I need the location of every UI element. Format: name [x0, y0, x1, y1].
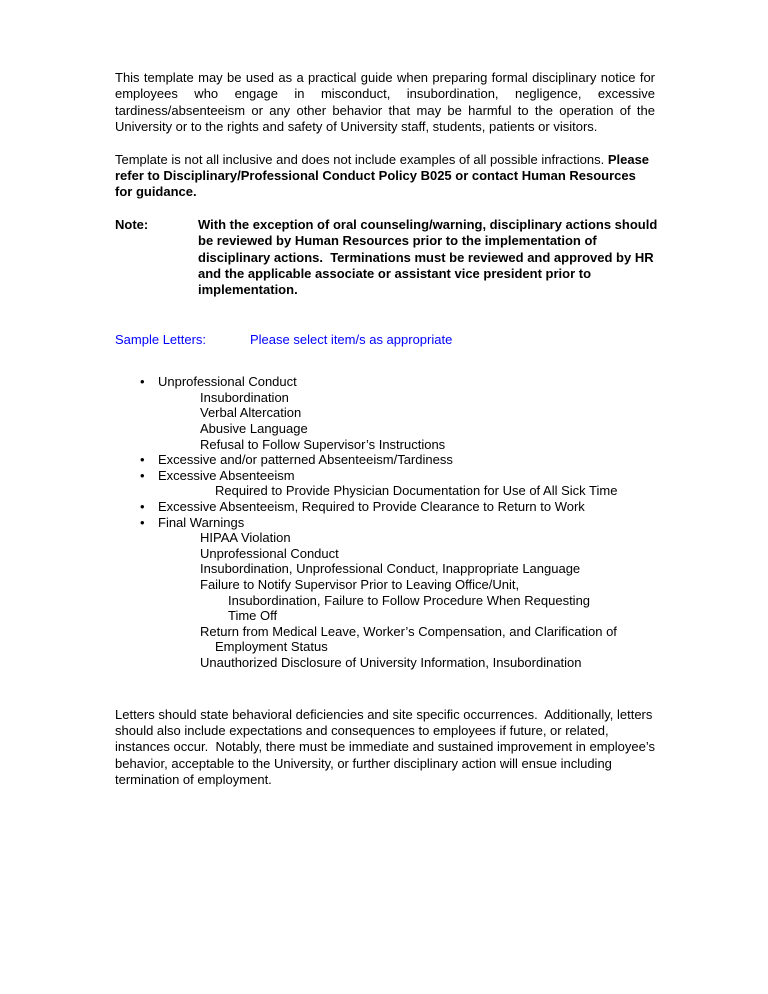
list-item-text: Final Warnings [158, 514, 245, 530]
bullet-icon: • [140, 452, 145, 468]
list-item-text: Unauthorized Disclosure of University Information, Insubordination [200, 654, 582, 670]
list-sub-item [115, 546, 655, 562]
list-item-text: Required to Provide Physician Documentation for Use of All Sick Time [215, 483, 618, 499]
bullet-list-item [115, 452, 655, 468]
bullet-icon: • [140, 499, 145, 515]
list-item-text: Refusal to Follow Supervisor’s Instructions [200, 436, 446, 452]
list-item-text: Employment Status [215, 639, 328, 655]
list-item-text: Insubordination, Failure to Follow Procedure When Requesting [228, 592, 591, 608]
list-item-text: Excessive Absenteeism, Required to Provide Clearance to Return to Work [158, 499, 585, 515]
list-sub-item [115, 405, 655, 421]
sample-letters-list [115, 374, 655, 670]
policy-paragraph [115, 152, 655, 201]
list-sub-item [115, 483, 655, 499]
list-item-text: Verbal Altercation [200, 405, 302, 421]
bullet-list-item [115, 515, 655, 531]
list-item-text: Insubordination, Unprofessional Conduct, Inappropriate Language [200, 561, 581, 577]
list-sub-item [115, 639, 655, 655]
list-sub-item [115, 624, 655, 640]
list-sub-item [115, 577, 655, 593]
list-item-text: Unprofessional Conduct [200, 545, 339, 561]
closing-paragraph: Letters should state behavioral deficiencies and site specific occurrences. Additionally, letters should also include expectations and consequences to employees if future, or related, instances occur. Notably, there must be immediate and sustained improvement in employee’s behavior, acceptable to the University, or further disciplinary action will ensue including termination of employment. [115, 706, 659, 788]
bullet-icon: • [140, 514, 145, 530]
sample-letters-heading [115, 332, 655, 348]
intro-paragraph: This template may be used as a practical guide when preparing formal disciplinary notice for employees who engage in misconduct, insubordination, negligence, excessive tardiness/absenteeism or any other behavior that may be harmful to the operation of the University or to the rights and safety of University staff, students, patients or visitors. [115, 70, 659, 135]
policy-text-bold: Please refer to Disciplinary/Professional Conduct Policy B025 or contact Human Resources for guidance. [115, 151, 653, 200]
list-item-text: Excessive Absenteeism [158, 467, 295, 483]
list-item-text: HIPAA Violation [200, 530, 291, 546]
list-item-text: Failure to Notify Supervisor Prior to Leaving Office/Unit, [200, 577, 520, 592]
list-sub-item [115, 655, 655, 671]
bullet-icon: • [140, 374, 145, 390]
list-sub-item [115, 530, 655, 546]
list-sub-item [115, 593, 655, 609]
list-item-text: Return from Medical Leave, Worker’s Compensation, and Clarification of [200, 623, 617, 639]
list-sub-item [115, 561, 655, 577]
list-item-text: Excessive and/or patterned Absenteeism/Tardiness [158, 452, 453, 468]
policy-text-normal: Template is not all inclusive and does not include examples of all possible infractions. [115, 151, 608, 167]
list-sub-item [115, 437, 655, 453]
note-label: Note: [115, 216, 149, 232]
note-text: With the exception of oral counseling/warning, disciplinary actions should be reviewed by Human Resources prior to the implementation of disciplinary actions. Terminations must be reviewed and approved by HR and the applicable associate or assistant vice president prior to implementation. [198, 216, 661, 298]
list-sub-item [115, 421, 655, 437]
bullet-icon: • [140, 467, 145, 483]
bullet-list-item [115, 374, 655, 390]
list-sub-item [115, 390, 655, 406]
list-item-text: Abusive Language [200, 421, 308, 437]
bullet-list-item [115, 499, 655, 515]
list-sub-item [115, 608, 655, 624]
list-item-text: Unprofessional Conduct [158, 374, 297, 390]
sample-letters-label: Sample Letters: [115, 331, 207, 347]
sample-letters-instruction: Please select item/s as appropriate [250, 331, 453, 347]
list-item-text: Insubordination [200, 389, 289, 405]
list-item-text: Time Off [228, 608, 278, 624]
bullet-list-item [115, 468, 655, 484]
note-section [115, 217, 667, 299]
